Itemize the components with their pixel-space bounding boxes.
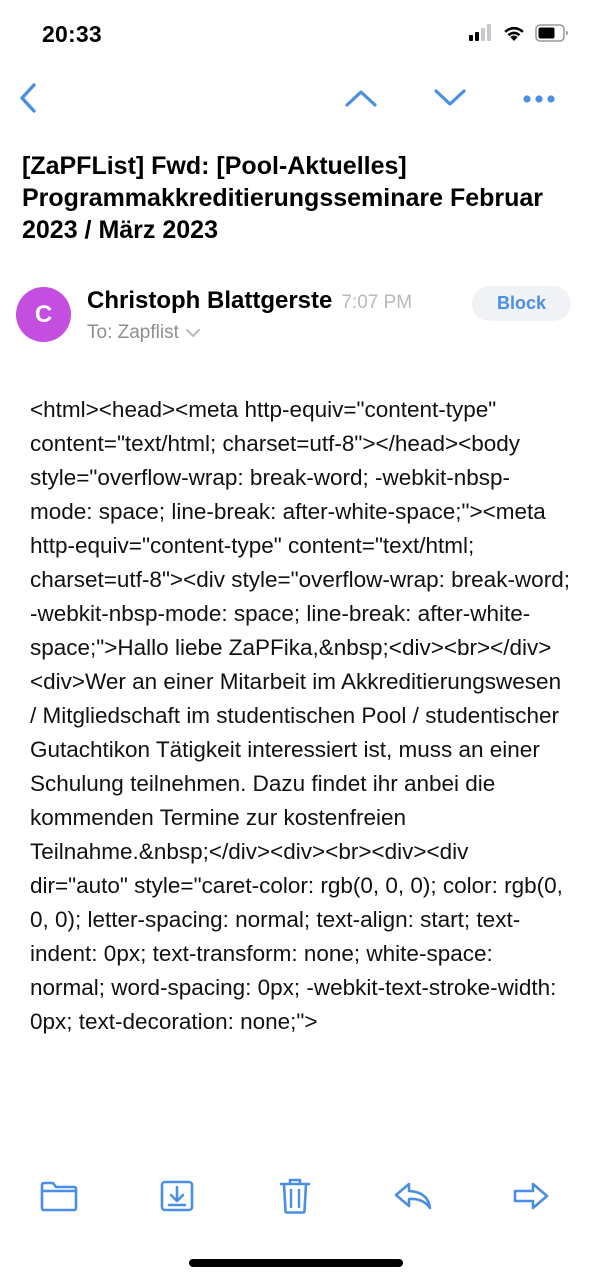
move-to-folder-button[interactable]: [37, 1176, 81, 1220]
recipient-label: To: Zapflist: [87, 322, 179, 343]
archive-icon: [159, 1179, 195, 1218]
chevron-down-icon: [185, 322, 201, 344]
status-icons: [469, 24, 569, 47]
home-indicator[interactable]: [189, 1259, 403, 1267]
message-time: 7:07 PM: [341, 292, 413, 313]
block-button[interactable]: Block: [472, 286, 571, 321]
trash-icon: [278, 1177, 312, 1220]
back-chevron-icon: [18, 82, 38, 119]
more-options-button[interactable]: [519, 82, 559, 118]
forward-icon: [512, 1181, 550, 1216]
recipient-line[interactable]: [87, 322, 201, 344]
forward-button[interactable]: [509, 1176, 553, 1220]
bottom-toolbar: [0, 1168, 591, 1228]
reply-button[interactable]: [391, 1176, 435, 1220]
next-message-icon: [433, 88, 467, 113]
reply-icon: [393, 1180, 433, 1217]
battery-icon: [535, 24, 569, 47]
navigation-bar: [0, 72, 591, 128]
more-options-icon: [522, 91, 556, 109]
previous-message-icon: [344, 88, 378, 113]
email-body-container[interactable]: [0, 393, 591, 1163]
back-button[interactable]: [8, 82, 48, 118]
sender-avatar[interactable]: C: [16, 287, 71, 342]
sender-line: [87, 287, 412, 315]
folder-icon: [39, 1179, 79, 1218]
cellular-signal-icon: [469, 24, 493, 47]
email-body-text: <html><head><meta http-equiv="content-type" content="text/html; charset=utf-8"></head><body style="overflow-wrap: break-word; -webkit-nbsp-mode: space; line-break: after-white-space;"><meta http-equiv="content-type" content="text/html; charset=utf-8"><div style="overflow-wrap: break-word; -webkit-nbsp-mode: space; line-break: after-white-space;">Hallo liebe ZaPFika,&nbsp;<div><br></div><div>Wer an einer Mitarbeit im Akkreditierungswesen / Mitgliedschaft im studentischen Pool / studentischer Gutachtikon Tätigkeit interessiert ist, muss an einer Schulung teilnehmen. Dazu findet ihr anbei die kommenden Termine zur kostenfreien Teilnahme.&nbsp;</div><div><br><div><div dir="auto" style="caret-color: rgb(0, 0, 0); color: rgb(0, 0, 0); letter-spacing: normal; text-align: start; text-indent: 0px; text-transform: none; white-space: normal; word-spacing: 0px; -webkit-text-stroke-width: 0px; text-decoration: none;">: [30, 397, 570, 1034]
next-message-button[interactable]: [430, 82, 470, 118]
status-time: 20:33: [42, 21, 102, 47]
trash-button[interactable]: [273, 1176, 317, 1220]
wifi-icon: [502, 24, 526, 47]
status-bar: [0, 0, 591, 70]
archive-button[interactable]: [155, 1176, 199, 1220]
previous-message-button[interactable]: [341, 82, 381, 118]
email-subject: [ZaPFList] Fwd: [Pool-Aktuelles] Programmakkreditierungsseminare Februar 2023 / März 2023: [22, 152, 544, 244]
sender-name[interactable]: Christoph Blattgerste: [87, 287, 333, 314]
